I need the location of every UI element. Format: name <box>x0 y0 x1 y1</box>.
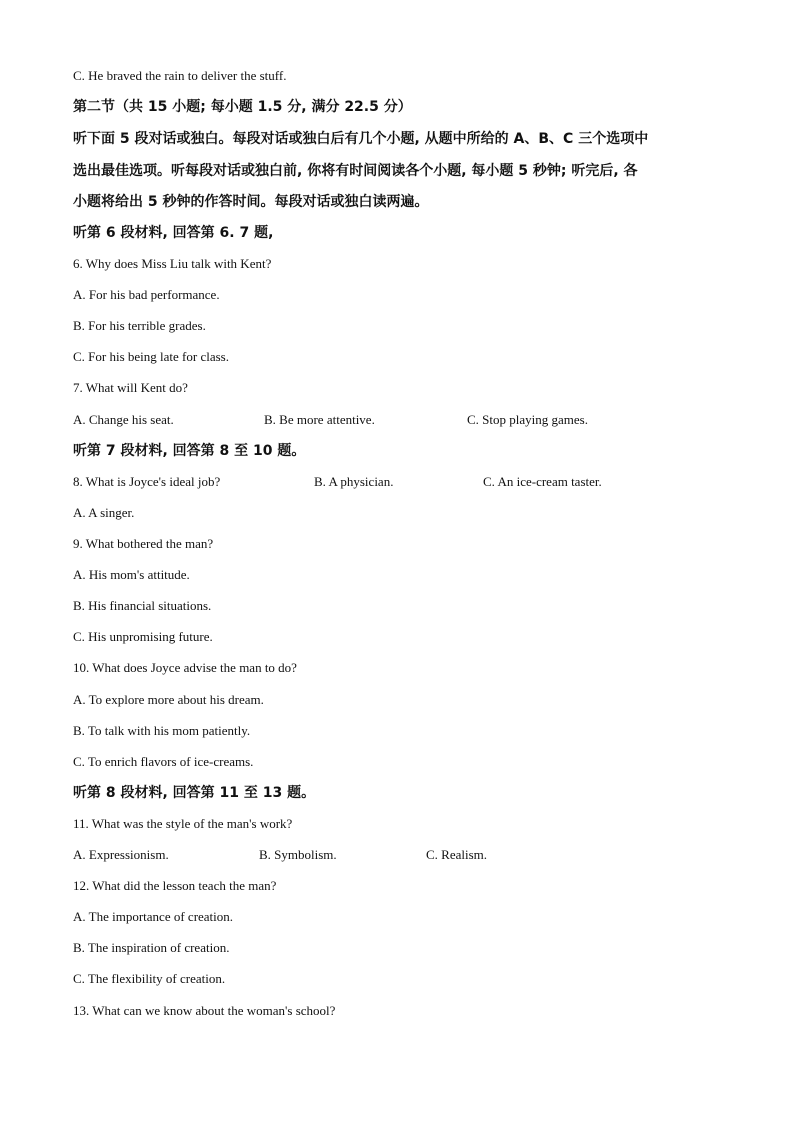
material-6-heading: 听第 6 段材料, 回答第 6. 7 题, <box>73 225 274 241</box>
prev-option-c: C. He braved the rain to deliver the stuff. <box>73 68 287 83</box>
q11-option-b: B. Symbolism. <box>259 847 337 862</box>
q7-option-a: A. Change his seat. <box>73 412 174 427</box>
q11-option-c: C. Realism. <box>426 847 488 862</box>
q12-question: 12. What did the lesson teach the man? <box>73 878 277 893</box>
material-7-heading: 听第 7 段材料, 回答第 8 至 10 题。 <box>73 443 306 459</box>
q7-option-b: B. Be more attentive. <box>264 412 375 427</box>
instructions-line-1: 听下面 5 段对话或独白。每段对话或独白后有几个小题, 从题中所给的 A、B、C 三个选项中 <box>73 131 649 147</box>
q10-option-c: C. To enrich flavors of ice-creams. <box>73 754 254 769</box>
q13-question: 13. What can we know about the woman's school? <box>73 1003 336 1018</box>
q8-option-c: C. An ice-cream taster. <box>483 474 602 489</box>
q6-option-b: B. For his terrible grades. <box>73 318 206 333</box>
q7-option-c: C. Stop playing games. <box>467 412 588 427</box>
q12-option-b: B. The inspiration of creation. <box>73 940 230 955</box>
q9-option-a: A. His mom's attitude. <box>73 567 190 582</box>
instructions-line-2: 选出最佳选项。听每段对话或独白前, 你将有时间阅读各个小题, 每小题 5 秒钟; 听完后, 各 <box>73 163 638 179</box>
q11-question: 11. What was the style of the man's work? <box>73 816 293 831</box>
q7-question: 7. What will Kent do? <box>73 380 188 395</box>
q6-option-c: C. For his being late for class. <box>73 349 229 364</box>
q12-option-a: A. The importance of creation. <box>73 909 234 924</box>
q9-option-b: B. His financial situations. <box>73 598 212 613</box>
instructions-line-3: 小题将给出 5 秒钟的作答时间。每段对话或独白读两遍。 <box>73 194 429 210</box>
q8-question: 8. What is Joyce's ideal job? <box>73 474 221 489</box>
q10-option-a: A. To explore more about his dream. <box>73 692 264 707</box>
q9-question: 9. What bothered the man? <box>73 536 214 551</box>
q6-question: 6. Why does Miss Liu talk with Kent? <box>73 256 272 271</box>
q10-question: 10. What does Joyce advise the man to do? <box>73 660 297 675</box>
q12-option-c: C. The flexibility of creation. <box>73 971 226 986</box>
material-8-heading: 听第 8 段材料, 回答第 11 至 13 题。 <box>73 785 316 801</box>
section-title: 第二节（共 15 小题; 每小题 1.5 分, 满分 22.5 分） <box>73 99 412 115</box>
q8-option-b: B. A physician. <box>314 474 394 489</box>
q6-option-a: A. For his bad performance. <box>73 287 220 302</box>
q8-option-a: A. A singer. <box>73 505 135 520</box>
q10-option-b: B. To talk with his mom patiently. <box>73 723 251 738</box>
q11-option-a: A. Expressionism. <box>73 847 169 862</box>
q9-option-c: C. His unpromising future. <box>73 629 213 644</box>
